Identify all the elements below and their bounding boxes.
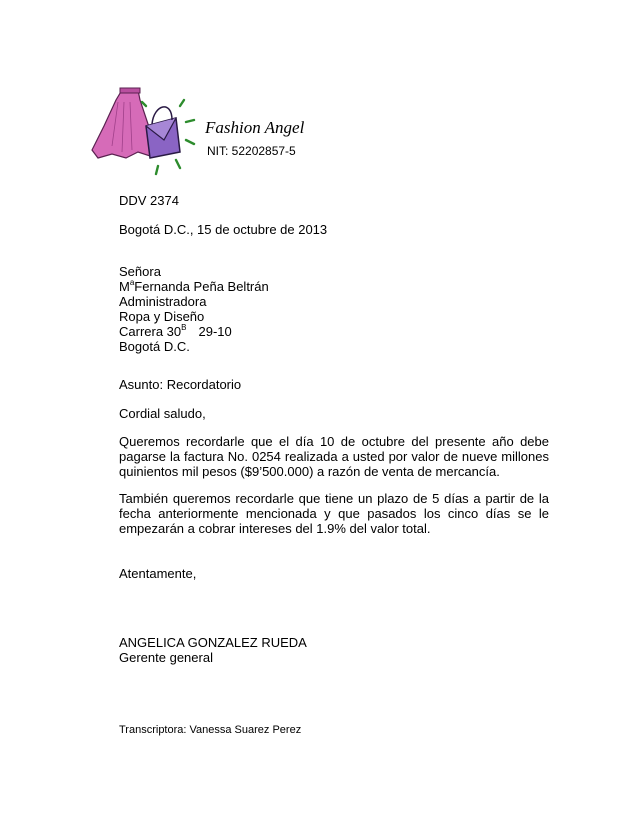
recipient-name-prefix: M: [119, 279, 130, 294]
recipient-name-prefix-sup: a: [129, 277, 135, 287]
recipient-position: Administradora: [119, 294, 207, 309]
date-line: Bogotá D.C., 15 de octubre de 2013: [119, 222, 328, 237]
recipient-city: Bogotá D.C.: [119, 339, 190, 354]
body-paragraph-1: Queremos recordarle que el día 10 de octubre del presente año debe pagarse la factura No. 0254 realizada a usted por valor de nueve millones quinientos mil pesos ($9’500.000) a razón de venta de mercancía.: [119, 434, 549, 479]
company-logo: [88, 86, 200, 176]
subject-line: Asunto: Recordatorio: [119, 377, 242, 392]
reference-code: DDV 2374: [119, 193, 179, 208]
recipient-address-sup: B: [181, 322, 187, 332]
signer-title: Gerente general: [119, 650, 213, 665]
recipient-address: [119, 324, 269, 339]
closing: Atentamente,: [119, 566, 197, 581]
recipient-company: Ropa y Diseño: [119, 309, 205, 324]
company-name: Fashion Angel: [205, 118, 305, 137]
recipient-block: [119, 264, 269, 354]
recipient-name: Fernanda Peña Beltrán: [134, 279, 269, 294]
recipient-salutation: Señora: [119, 264, 161, 279]
greeting: Cordial saludo,: [119, 406, 206, 421]
transcriber-line: Transcriptora: Vanessa Suarez Perez: [119, 724, 302, 736]
signer-name: ANGELICA GONZALEZ RUEDA: [119, 635, 307, 650]
body-paragraph-2: También queremos recordarle que tiene un plazo de 5 días a partir de la fecha anteriormente mencionada y que pasados los cinco días se le empezarán a cobrar intereses del 1.9% del valor total.: [119, 491, 549, 536]
company-nit: NIT: 52202857-5: [207, 144, 296, 158]
recipient-address-prefix: Carrera 30: [119, 324, 182, 339]
recipient-name-line: [119, 279, 269, 294]
recipient-address-number: 29-10: [198, 324, 232, 339]
